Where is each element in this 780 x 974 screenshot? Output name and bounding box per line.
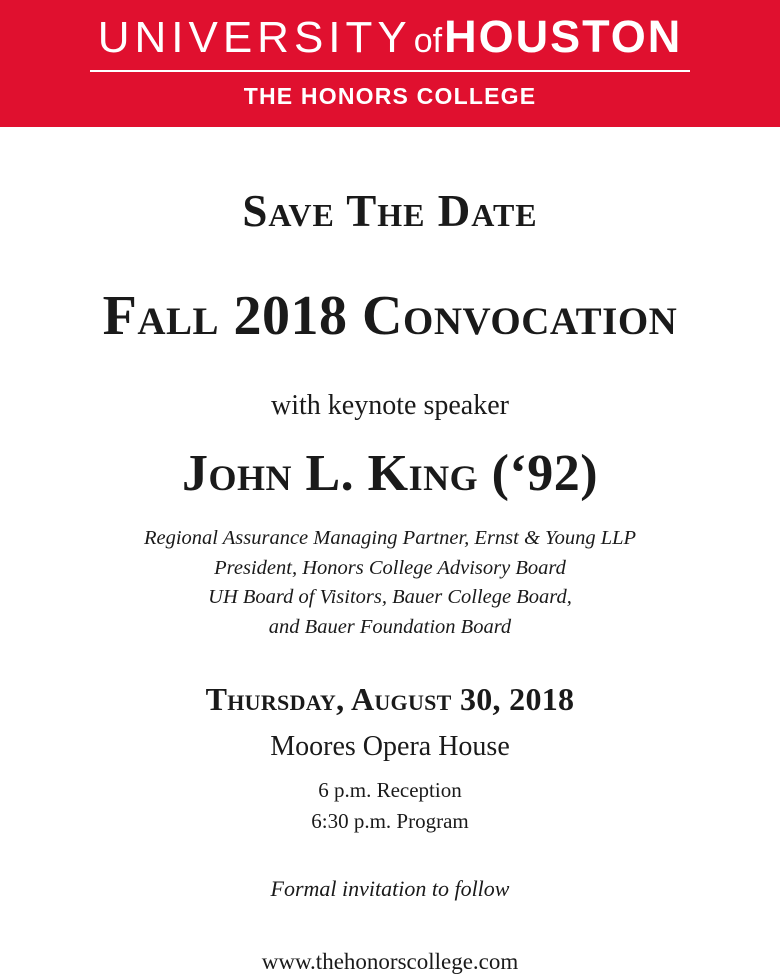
event-title: Fall 2018 Convocation (102, 285, 678, 347)
speaker-title-line: President, Honors College Advisory Board (214, 556, 566, 579)
speaker-title-line: UH Board of Visitors, Bauer College Board, (208, 586, 572, 609)
schedule-line: 6 p.m. Reception (318, 777, 462, 802)
speaker-title-line: Regional Assurance Managing Partner, Ernst & Young LLP (143, 527, 637, 549)
invitation-note: Formal invitation to follow (270, 875, 510, 901)
flyer-content (0, 186, 780, 974)
wordmark-houston: HOUSTON (444, 11, 683, 62)
speaker-title-line: and Bauer Foundation Board (268, 616, 512, 639)
schedule-line: 6:30 p.m. Program (311, 809, 469, 834)
banner-divider (90, 70, 690, 72)
speaker-name: John L. King (‘92) (181, 445, 599, 502)
wordmark-university: UNIVERSITY (97, 13, 412, 62)
keynote-intro: with keynote speaker (271, 390, 509, 421)
speaker-titles (40, 524, 740, 643)
save-the-date-heading: Save The Date (242, 186, 538, 236)
university-banner (0, 0, 780, 127)
university-wordmark (97, 11, 683, 62)
event-schedule (40, 775, 740, 838)
event-venue: Moores Opera House (270, 730, 510, 762)
banner-subtitle: THE HONORS COLLEGE (243, 82, 537, 109)
wordmark-of: of (413, 22, 443, 60)
event-date: Thursday, August 30, 2018 (205, 680, 575, 717)
website-url: www.thehonorscollege.com (261, 948, 519, 974)
